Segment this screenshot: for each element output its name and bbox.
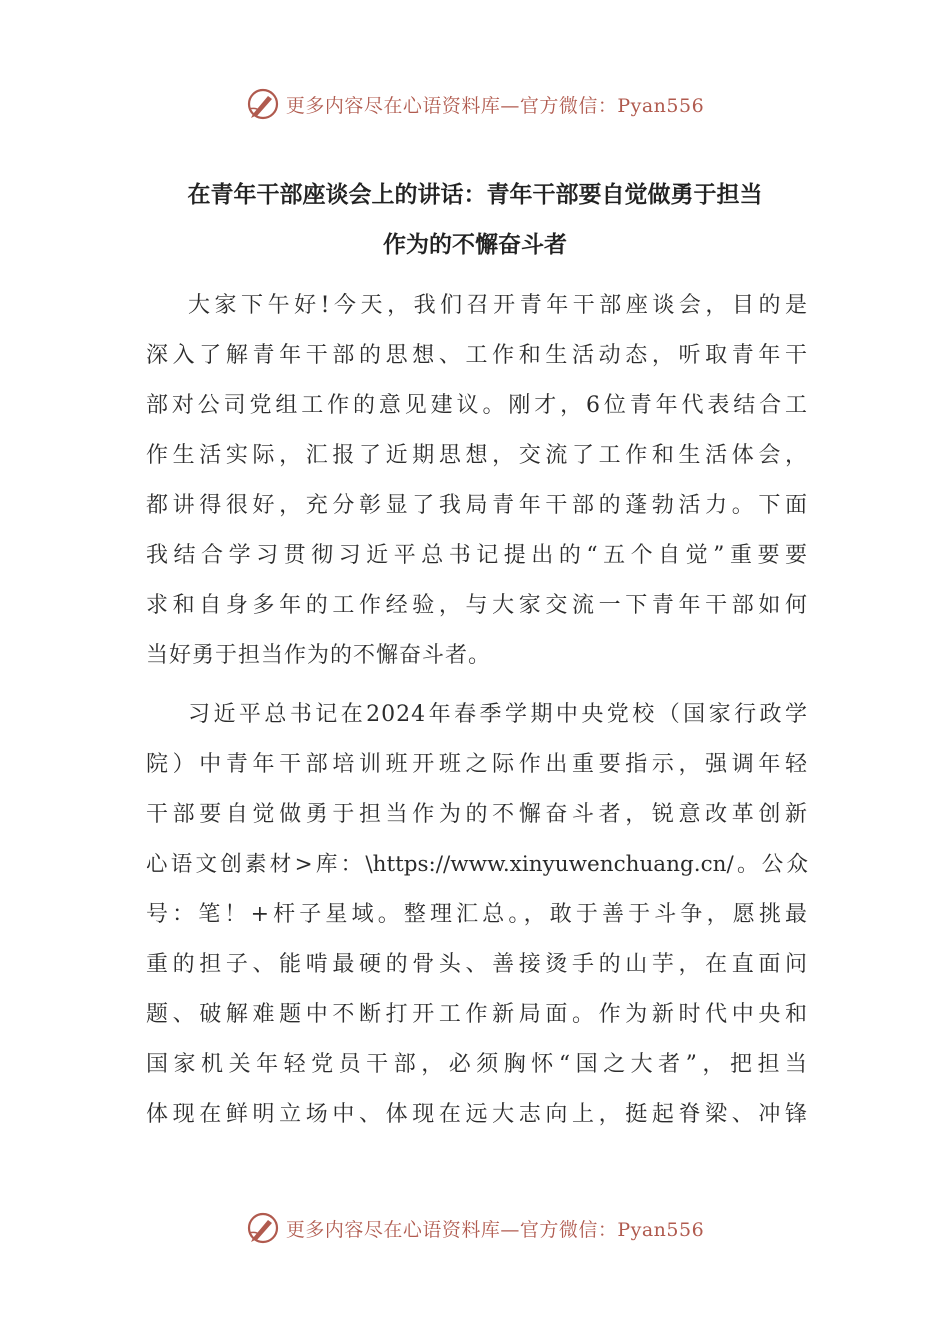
pen-logo-icon	[246, 1211, 280, 1245]
text-line: 我结合学习贯彻习近平总书记提出的“五个自觉”重要要	[146, 543, 808, 568]
text-line: 院）中青年干部培训班开班之际作出重要指示，强调年轻	[146, 752, 808, 777]
text-line: 都讲得很好，充分彰显了我局青年干部的蓬勃活力。下面	[146, 493, 808, 518]
pen-logo-icon	[246, 87, 280, 121]
text-line: 习近平总书记在2024年春季学期中央党校（国家行政学	[188, 702, 808, 727]
footer-watermark-banner	[0, 1208, 950, 1248]
header-watermark-banner	[0, 84, 950, 124]
text-line: 大家下午好!今天，我们召开青年干部座谈会，目的是	[188, 293, 808, 318]
text-line: 心语文创素材>库：\https://www.xinyuwenchuang.cn/。公众	[146, 852, 808, 877]
text-line: 重的担子、能啃最硬的骨头、善接烫手的山芋，在直面问	[146, 952, 808, 977]
document-title	[140, 170, 810, 270]
text-line: 号：笔！+杆子星域。整理汇总。，敢于善于斗争，愿挑最	[146, 902, 808, 927]
text-line: 题、破解难题中不断打开工作新局面。作为新时代中央和	[146, 1002, 808, 1027]
text-line: 求和自身多年的工作经验，与大家交流一下青年干部如何	[146, 593, 808, 618]
title-line-2: 作为的不懈奋斗者	[383, 232, 567, 258]
text-line: 国家机关年轻党员干部，必须胸怀“国之大者”，把担当	[146, 1052, 808, 1077]
text-line: 深入了解青年干部的思想、工作和生活动态，听取青年干	[146, 343, 808, 368]
paragraph-2	[146, 690, 808, 1140]
text-line: 干部要自觉做勇于担当作为的不懈奋斗者，锐意改革创新	[146, 802, 808, 827]
paragraph-1	[146, 281, 808, 681]
text-line: 体现在鲜明立场中、体现在远大志向上，挺起脊梁、冲锋	[146, 1102, 808, 1127]
text-line: 当好勇于担当作为的不懈奋斗者。	[146, 643, 492, 668]
text-line: 部对公司党组工作的意见建议。刚才，6位青年代表结合工	[146, 393, 808, 418]
text-line: 作生活实际，汇报了近期思想，交流了工作和生活体会，	[146, 443, 808, 468]
title-line-1: 在青年干部座谈会上的讲话：青年干部要自觉做勇于担当	[187, 182, 763, 208]
banner-text: 更多内容尽在心语资料库—官方微信：Pyan556	[285, 94, 705, 117]
banner-text: 更多内容尽在心语资料库—官方微信：Pyan556	[285, 1218, 705, 1241]
